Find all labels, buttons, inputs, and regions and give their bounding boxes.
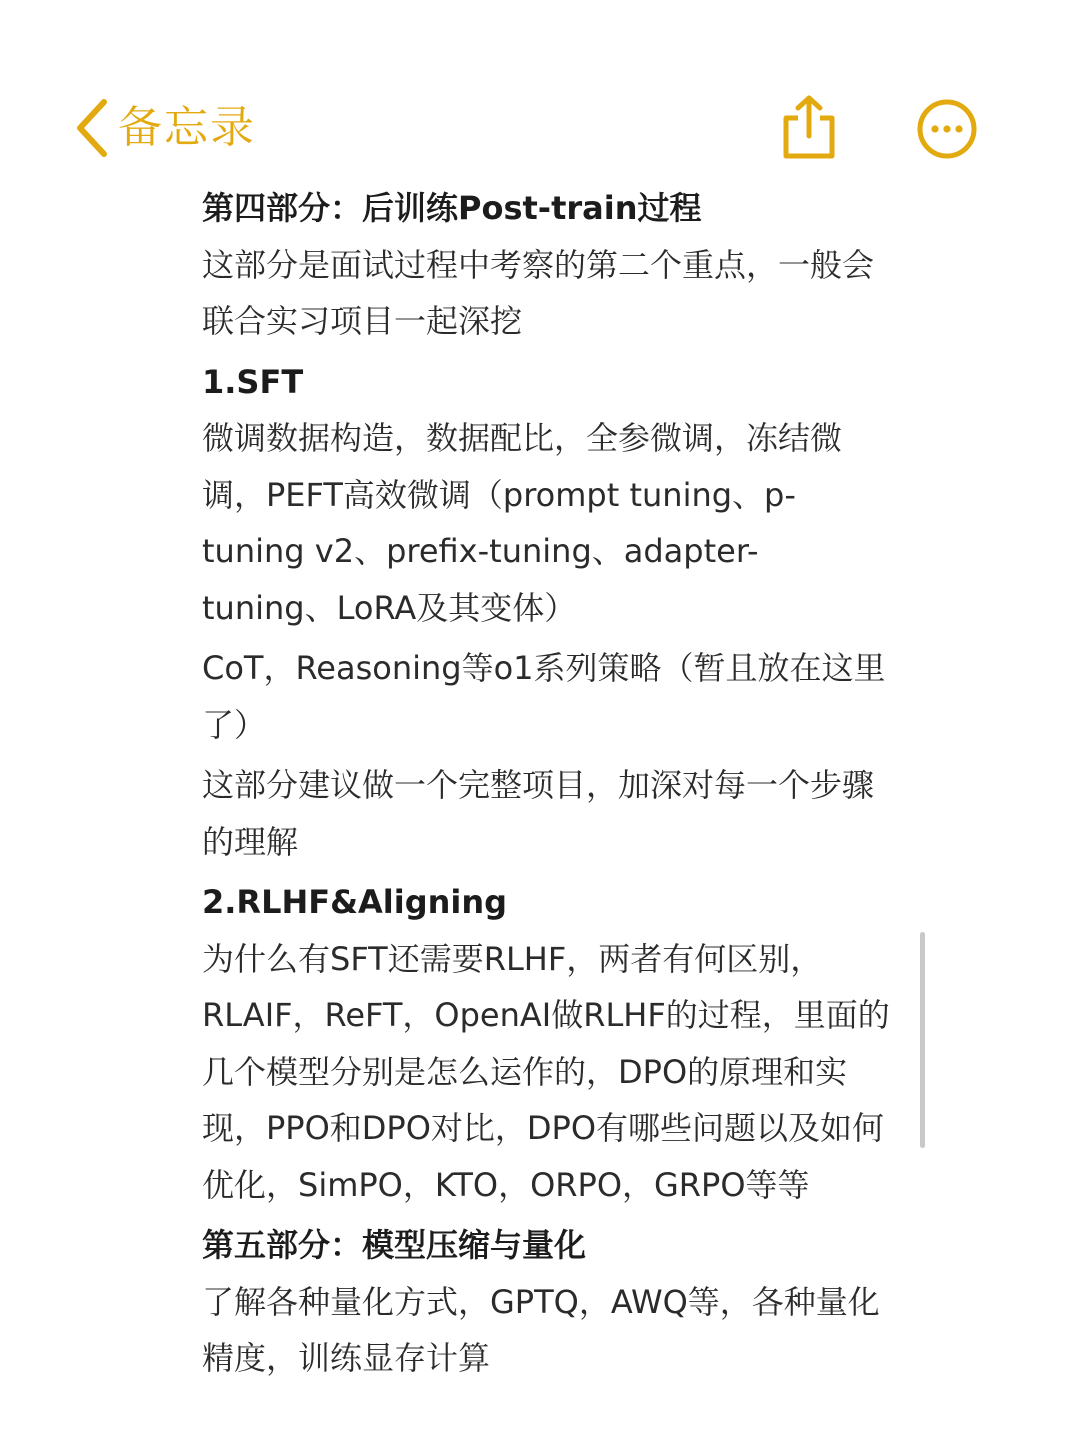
sft-paragraph-2: CoT，Reasoning等o1系列策略（暂且放在这里了） [202, 649, 886, 744]
back-label: 备忘录 [118, 102, 256, 153]
sft-heading: 1.SFT [202, 362, 304, 401]
more-button[interactable] [916, 98, 978, 164]
chevron-left-icon [74, 98, 110, 158]
scrollbar[interactable] [920, 932, 925, 1148]
rlhf-paragraph: 为什么有SFT还需要RLHF，两者有何区别，RLAIF，ReFT，OpenAI做RLHF的过程，里面的几个模型分别是怎么运作的，DPO的原理和实现，PPO和DPO对比，DPO有哪些问题以及如何优化，SimPO，KTO，ORPO，GRPO等等 [202, 939, 890, 1204]
part5-paragraph: 了解各种量化方式，GPTQ，AWQ等，各种量化精度，训练显存计算 [202, 1282, 880, 1377]
more-icon [916, 145, 978, 164]
share-button[interactable] [778, 94, 840, 164]
rlhf-heading: 2.RLHF&Aligning [202, 883, 508, 921]
back-button[interactable] [74, 98, 256, 158]
part5-heading: 第五部分：模型压缩与量化 [202, 1226, 587, 1264]
sft-paragraph-1: 微调数据构造，数据配比，全参微调，冻结微调，PEFT高效微调（prompt tuning、p-tuning v2、prefix-tuning、adapter-tuning、LoRA及其变体） [202, 419, 843, 627]
part4-heading: 第四部分：后训练Post-train过程 [202, 189, 702, 227]
sft-paragraph-3: 这部分建议做一个完整项目，加深对每一个步骤的理解 [202, 766, 875, 861]
navigation-bar [0, 90, 1080, 170]
note-body[interactable] [202, 176, 892, 1391]
part4-intro: 这部分是面试过程中考察的第二个重点，一般会联合实习项目一起深挖 [202, 245, 875, 340]
share-icon [778, 145, 840, 164]
